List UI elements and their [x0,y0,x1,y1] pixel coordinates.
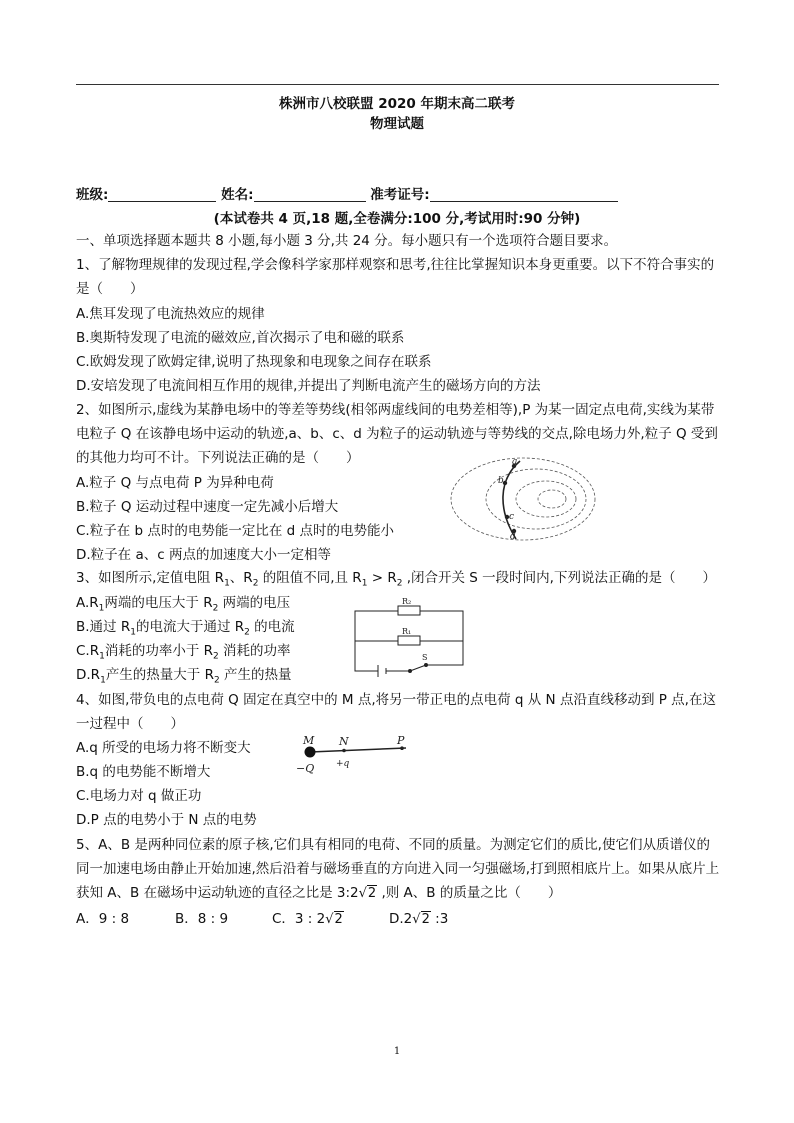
q4-option-d: D.P 点的电势小于 N 点的电势 [76,812,257,828]
q1-option-d: D.安培发现了电流间相互作用的规律,并提出了判断电流产生的磁场方向的方法 [76,378,541,394]
q3-option-c: $C.R_1$消耗的功率小于 $R_2$ 消耗的功率 [76,643,291,662]
q4-charge-figure [292,734,422,780]
q5-stem: 5、A、B 是两种同位素的原子核,它们具有相同的电荷、不同的质量。为测定它们的质比,使它们从质谱仪的同一加速电场由静止开始加速,然后沿着与磁场垂直的方向进入同一匀强磁场,打到照相底片上。如果从底片上获知 A、B 在磁场中运动轨迹的直径之比是 3:2√2 ,则 A、B 的质量之比（ ） [76,833,722,907]
name-blank [254,187,366,202]
exam-note: (本试卷共 4 页,18 题,全卷满分:100 分,考试用时:90 分钟) [213,211,581,227]
q2-stem: 2、如图所示,虚线为某静电场中的等差等势线(相邻两虚线间的电势差相等),P 为某一固定点电荷,实线为某带电粒子 Q 在该静电场中运动的轨迹,a、b、c、d 为粒子的运动轨迹与等势线的交点,除电场力外,粒子 Q 受到的其他力均可不计。下列说法正确的是（ ） [76,402,718,467]
charge-neg-q [305,747,316,758]
switch-s [410,665,426,671]
label-b: b [498,476,504,486]
q4-option-a: A.q 所受的电场力将不断变大 [76,740,251,756]
label-p: P [397,734,405,747]
label-s: S [422,653,428,662]
q4-stem: 4、如图,带负电的点电荷 Q 固定在真空中的 M 点,将另一带正电的点电荷 q 从 N 点沿直线移动到 P 点,在这一过程中（ ） [76,692,716,733]
label-neg-q: −Q [296,762,315,775]
q1-option-a: A.焦耳发现了电流热效应的规律 [76,306,265,322]
q2-option-a: A.粒子 Q 与点电荷 P 为异种电荷 [76,475,274,491]
q4-option-c: C.电场力对 q 做正功 [76,788,202,804]
q3-stem: 3、如图所示,定值电阻 $R_1$、$R_2$ 的阻值不同,且 $R_1 > R_2$ ,闭合开关 S 一段时间内,下列说法正确的是（ ） [76,570,716,589]
label-r1: R₁ [402,627,412,636]
exam-id-label: 准考证号: [370,187,430,203]
label-n: N [339,735,349,748]
header-rule [76,84,719,85]
q2-equipotential-figure [448,455,598,545]
q2-option-c: C.粒子在 b 点时的电势能一定比在 d 点时的电势能小 [76,523,395,539]
label-c: c [509,512,515,522]
page-number: 1 [393,1046,401,1057]
sqrt-2: √2 [358,886,377,902]
name-label: 姓名: [221,187,254,203]
label-r2: R₂ [402,597,412,606]
q3-circuit-figure [350,596,470,682]
q1-stem: 1、了解物理规律的发现过程,学会像科学家那样观察和思考,往往比掌握知识本身更重要。以下不符合事实的是（ ） [76,257,715,298]
label-m: M [303,734,315,747]
q2-option-d: D.粒子在 a、c 两点的加速度大小一定相等 [76,547,331,563]
q3-option-a: $A.R_1$两端的电压大于 $R_2$ 两端的电压 [76,595,291,614]
equipotential-line-core [538,490,566,508]
label-d: d [510,532,516,542]
q1-option-c: C.欧姆发现了欧姆定律,说明了热现象和电现象之间存在联系 [76,354,432,370]
q4-option-b: B.q 的电势能不断增大 [76,764,211,780]
exam-subtitle: 物理试题 [370,116,424,132]
exam-id-blank [430,187,618,202]
exam-title: 株洲市八校联盟 2020 年期末高二联考 [279,96,515,112]
label-a: a [512,457,518,467]
q2-option-b: B.粒子 Q 运动过程中速度一定先减小后增大 [76,499,339,515]
charge-pos-q [342,749,346,753]
q5-option-a: A．9 : 8 [76,911,130,927]
resistor-r1 [398,636,420,645]
label-pos-q: +q [336,759,350,769]
q5-option-c: C．3 : 2√2 [272,911,343,927]
q5-option-b: B．8 : 9 [175,911,229,927]
class-blank [108,187,216,202]
q3-option-d: $D.R_1$产生的热量大于 $R_2$ 产生的热量 [76,667,292,686]
section-1-heading: 一、单项选择题本题共 8 小题,每小题 3 分,共 24 分。每小题只有一个选项符合题目要求。 [76,233,618,249]
equipotential-line-inner [516,481,576,517]
class-label: 班级: [76,187,109,203]
info-row [76,186,618,204]
resistor-r2 [398,606,420,615]
q3-option-b: B.通过 $R_1$的电流大于通过 $R_2$ 的电流 [76,619,295,638]
q5-option-d: D.2√2 :3 [389,911,449,927]
charge-path-line [310,748,406,752]
q1-option-b: B.奥斯特发现了电流的磁效应,首次揭示了电和磁的联系 [76,330,405,346]
battery [378,665,386,677]
